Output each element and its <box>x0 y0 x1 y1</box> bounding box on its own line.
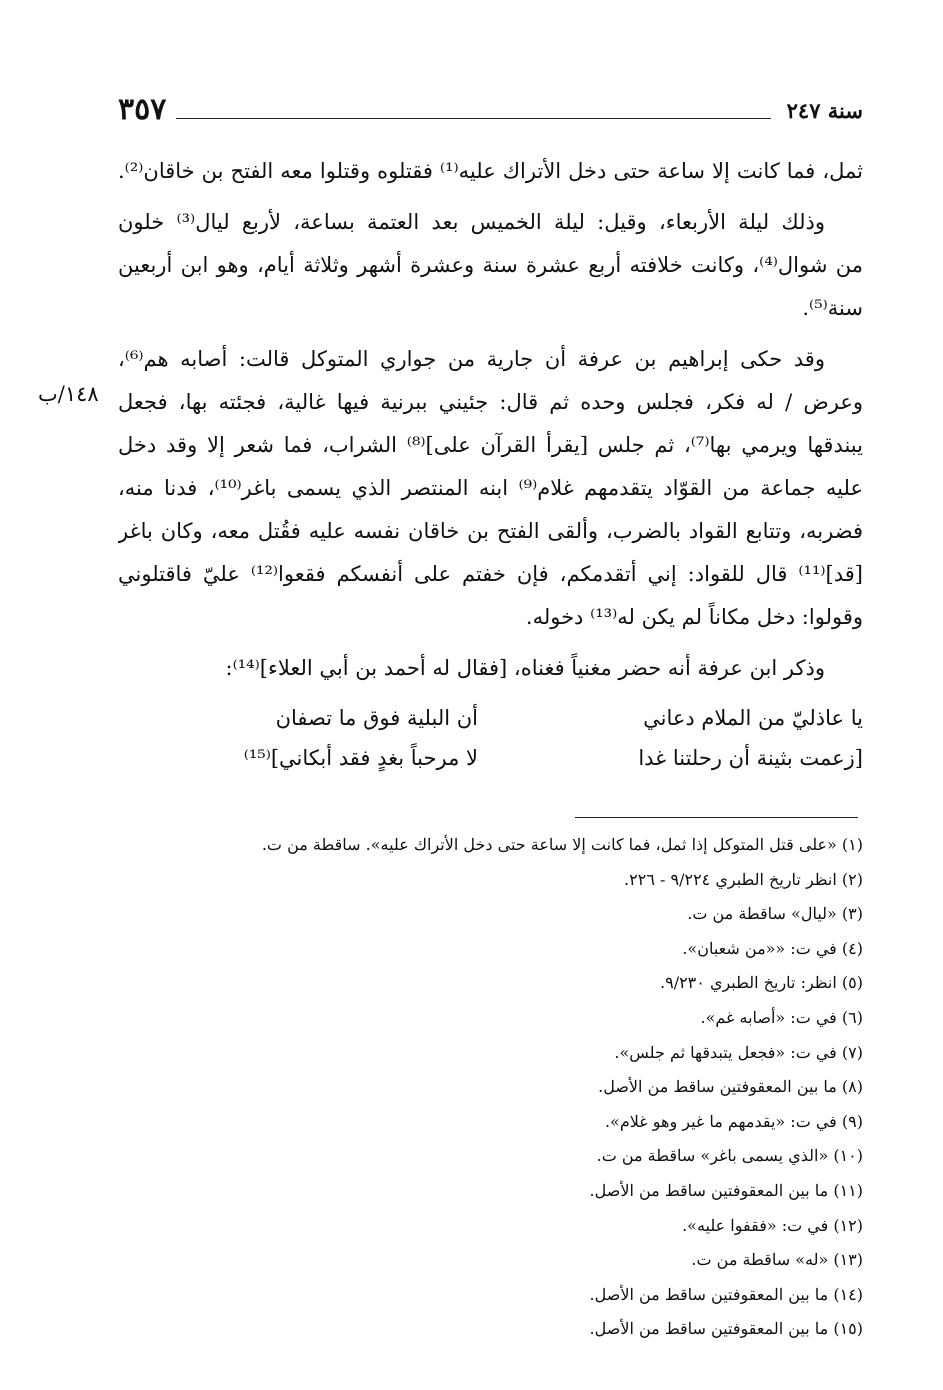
header-rule <box>176 118 771 119</box>
footnote: (١٠) «الذي يسمى باغر» ساقطة من ت. <box>596 1146 863 1166</box>
footnote: (٢) انظر تاريخ الطبري ٩/٢٢٤ - ٢٢٦. <box>624 869 863 889</box>
text-line: وقد حكى إبراهيم بن عرفة أن جارية من جواري المتوكل قالت: أصابه هم⁽⁶⁾، <box>118 347 825 371</box>
margin-folio-note: ١٤٨/ب <box>38 382 99 406</box>
footnote: (٩) في ت: «يقدمهم ما غير وهو غلام». <box>604 1111 863 1131</box>
text-line: وقولوا: دخل مكاناً لم يكن له⁽¹³⁾ دخوله. <box>525 605 863 629</box>
footnote: (٦) في ت: «أصابه غم». <box>700 1007 863 1027</box>
footnote-separator <box>575 817 858 818</box>
footnote: (٨) ما بين المعقوفتين ساقط من الأصل. <box>598 1077 863 1097</box>
footnote: (١٤) ما بين المعقوفتين ساقط من الأصل. <box>589 1284 863 1304</box>
verse-second-hemistich: أن البلية فوق ما تصفان <box>275 706 478 730</box>
footnote: (١٣) «له» ساقطة من ت. <box>691 1250 863 1270</box>
main-text <box>118 150 863 690</box>
footnote: (٤) في ت: ««من شعبان». <box>682 938 863 958</box>
text-line: سنة⁽⁵⁾. <box>802 296 863 320</box>
text-line: ثمل، فما كانت إلا ساعة حتى دخل الأتراك عليه⁽¹⁾ فقتلوه وقتلوا معه الفتح بن خاقان⁽²⁾. <box>118 159 863 183</box>
verse-first-hemistich: [زعمت بثينة أن رحلتنا غدا <box>638 746 863 770</box>
footnotes <box>163 828 863 1347</box>
text-line: من شوال⁽⁴⁾، وكانت خلافته أربع عشرة سنة وعشرة أشهر وثلاثة أيام، وهو ابن أربعين <box>118 253 863 277</box>
footnote: (٧) في ت: «فجعل يتبدقها ثم جلس». <box>614 1042 863 1062</box>
footnote: (١٢) في ت: «فقفوا عليه». <box>682 1215 863 1235</box>
footnote: (١١) ما بين المعقوفتين ساقط من الأصل. <box>589 1180 863 1200</box>
footnote: (١) «على قتل المتوكل إذا ثمل، فما كانت إلا ساعة حتى دخل الأتراك عليه». ساقطة من ت. <box>261 835 863 854</box>
text-line: فضربه، وتتابع القواد بالضرب، وألقى الفتح بن خاقان نفسه عليه فقُتل معه، وكان باغر <box>118 519 863 543</box>
verse-second-hemistich: لا مرحباً بغدٍ فقد أبكاني]⁽¹⁵⁾ <box>243 746 478 770</box>
footnote: (٣) «ليال» ساقطة من ت. <box>687 904 863 924</box>
text-line: وذكر ابن عرفة أنه حضر مغنياً فغناه، [فقال له أحمد بن أبي العلاء]⁽¹⁴⁾: <box>225 656 825 680</box>
footnote: (١٥) ما بين المعقوفتين ساقط من الأصل. <box>589 1319 863 1339</box>
verse-first-hemistich: يا عاذليّ من الملام دعاني <box>643 706 863 730</box>
page-number: ٣٥٧ <box>118 92 167 127</box>
text-line: يبندقها ويرمي بها⁽⁷⁾، ثم جلس [يقرأ القرآن على]⁽⁸⁾ الشراب، فما شعر إلا وقد دخل <box>118 433 863 457</box>
text-line: عليه جماعة من القوّاد يتقدمهم غلام⁽⁹⁾ ابنه المنتصر الذي يسمى باغر⁽¹⁰⁾، فدنا منه، <box>118 476 863 500</box>
text-line: وذلك ليلة الأربعاء، وقيل: ليلة الخميس بعد العتمة بساعة، لأربع ليال⁽³⁾ خلون <box>118 210 825 234</box>
running-head: سنة ٢٤٧ <box>786 98 863 123</box>
text-line: [قد]⁽¹¹⁾ قال للقواد: إني أتقدمكم، فإن خفتم على أنفسكم فقعوا⁽¹²⁾ عليّ فاقتلوني <box>118 562 863 586</box>
page-header <box>118 92 863 132</box>
text-line: وعرض / له فكر، فجلس وحده ثم قال: جئيني ببرنية فيها غالية، فجئته بها، فجعل <box>118 390 863 414</box>
footnote: (٥) انظر: تاريخ الطبري ٩/٢٣٠. <box>660 973 863 993</box>
